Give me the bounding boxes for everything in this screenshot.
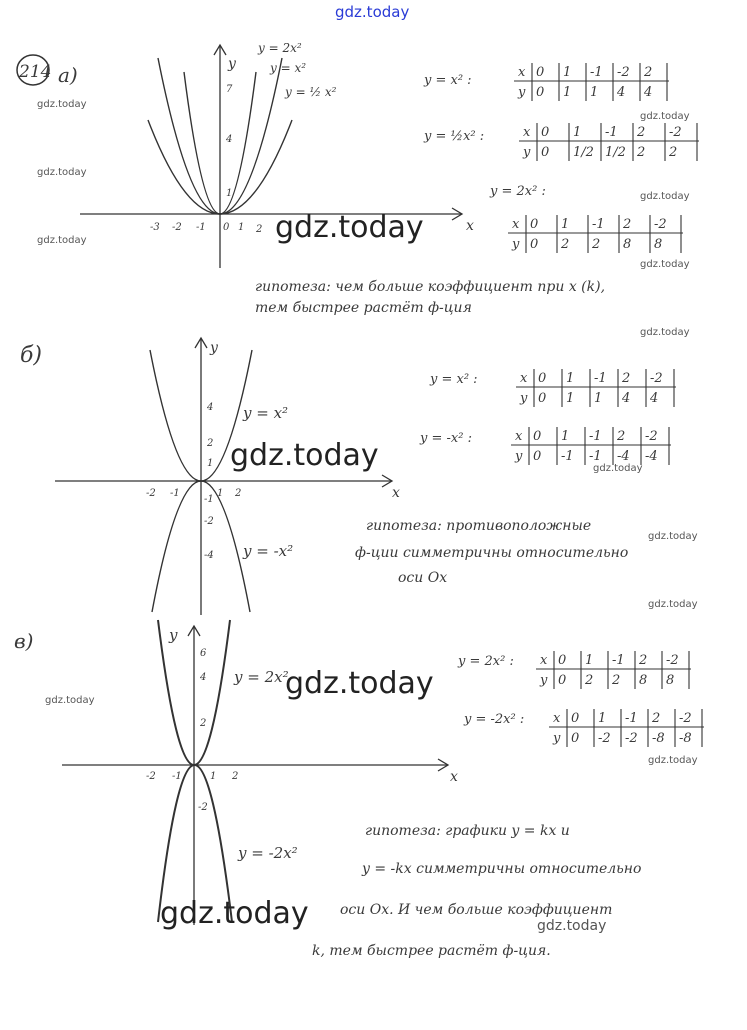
- graph-a-x-tick: -3: [150, 222, 160, 233]
- table-x-value: 1: [566, 371, 575, 386]
- table-x-value: -2: [666, 653, 679, 668]
- graph-a-x-tick: -2: [172, 222, 182, 233]
- table-y-value: -2: [625, 731, 638, 746]
- graph-b-x-tick: -2: [146, 488, 156, 499]
- table-y-value: 1/2: [573, 145, 594, 160]
- watermark-small: gdz.today: [37, 167, 87, 178]
- graph-c-y-tick: 2: [200, 718, 207, 729]
- table-x-value: -2: [654, 217, 667, 232]
- tables-b: [419, 369, 676, 465]
- table-y-value: 0: [533, 449, 542, 464]
- watermark-large: gdz.today: [230, 438, 379, 473]
- table-y-header: y: [515, 449, 523, 464]
- table-y-header: y: [512, 237, 520, 252]
- watermark-small: gdz.today: [648, 599, 698, 610]
- table-y-value: 2: [561, 237, 570, 252]
- table-y-value: 1: [566, 391, 575, 406]
- graph-a-curve-label-3: y = ½ x²: [285, 85, 337, 99]
- graph-a-y-tick: 1: [226, 188, 233, 199]
- graph-b-x-tick: 1: [217, 488, 224, 499]
- table-y-value: 2: [612, 673, 621, 688]
- table-y-value: 1/2: [605, 145, 626, 160]
- graph-a-x-tick: -1: [196, 222, 206, 233]
- graph-b-curve-label-2: y = -x²: [243, 542, 294, 560]
- graph-b-x-tick: 2: [235, 488, 242, 499]
- graph-a-x-tick: 1: [238, 222, 245, 233]
- table-y-value: 8: [666, 673, 675, 688]
- table-x-value: 0: [558, 653, 567, 668]
- table-y-value: -4: [617, 449, 630, 464]
- graph-b-y-tick: -2: [204, 516, 214, 527]
- graph-a-x-tick: 2: [256, 224, 263, 235]
- table-y-value: 0: [541, 145, 550, 160]
- watermark-small: gdz.today: [640, 111, 690, 122]
- graph-b-x-tick: -1: [170, 488, 180, 499]
- table-function-label: y = -2x² :: [464, 712, 525, 727]
- table-x-value: -2: [679, 711, 692, 726]
- graph-b-y-label: y: [210, 340, 218, 356]
- watermark-small: gdz.today: [648, 755, 698, 766]
- table-y-header: y: [520, 391, 528, 406]
- table-x-value: 1: [598, 711, 607, 726]
- graph-c-y-tick: 6: [200, 648, 207, 659]
- table-x-value: 0: [533, 429, 542, 444]
- table-x-value: -2: [669, 125, 682, 140]
- graph-b-curve-label-1: y = x²: [243, 404, 289, 422]
- tables-a: [423, 63, 699, 253]
- graph-b-y-tick: -1: [204, 494, 214, 505]
- table-x-header: x: [515, 429, 523, 444]
- table-y-value: -4: [645, 449, 658, 464]
- table-y-value: 1: [594, 391, 603, 406]
- table-y-value: -8: [652, 731, 665, 746]
- table-x-value: -1: [592, 217, 605, 232]
- graph-c-x-tick: -2: [146, 771, 156, 782]
- table-x-value: -1: [612, 653, 625, 668]
- graph-c-y-label: y: [169, 626, 178, 644]
- hypothesis-b-line: гипотеза: противоположные: [366, 518, 592, 534]
- graph-a-curve-label-1: y = 2x²: [258, 41, 302, 55]
- graph-b-y-tick: 4: [207, 402, 214, 413]
- table-y-value: 8: [639, 673, 648, 688]
- table-y-value: 1: [590, 85, 599, 100]
- table-x-value: -1: [625, 711, 638, 726]
- graph-a-y-tick: 7: [226, 84, 233, 95]
- graph-b: [55, 338, 400, 615]
- top-watermark: gdz.today: [335, 3, 410, 21]
- table-x-value: 1: [573, 125, 582, 140]
- graph-b-y-tick: 2: [207, 438, 214, 449]
- table-x-value: -1: [589, 429, 602, 444]
- problem-number: 214: [19, 62, 52, 82]
- table-x-header: x: [520, 371, 528, 386]
- graph-c-y-tick: 4: [200, 672, 207, 683]
- hypothesis-c-line: y = -kx симметричны относительно: [362, 861, 642, 877]
- table-y-value: 1: [563, 85, 572, 100]
- graph-b-y-tick: 1: [207, 458, 214, 469]
- table-x-value: 0: [530, 217, 539, 232]
- table-x-value: -2: [650, 371, 663, 386]
- table-y-value: 4: [650, 391, 659, 406]
- table-x-value: 0: [541, 125, 550, 140]
- table-function-label: y = 2x² :: [458, 654, 514, 669]
- hypothesis-c-line: оси Ox. И чем больше коэффициент: [340, 902, 613, 918]
- watermark-large: gdz.today: [160, 896, 309, 931]
- watermark-large: gdz.today: [285, 666, 434, 701]
- table-function-label: y = ½x² :: [424, 129, 485, 144]
- table-y-value: 2: [669, 145, 678, 160]
- table-x-value: 1: [563, 65, 572, 80]
- graph-c-curve-label-2: y = -2x²: [238, 844, 298, 862]
- table-x-value: 0: [571, 711, 580, 726]
- graph-b-x-label: x: [392, 485, 400, 501]
- watermark-small: gdz.today: [648, 531, 698, 542]
- table-function-label: y = x² :: [430, 372, 478, 387]
- hypothesis-b-line: ф-ции симметричны относительно: [355, 545, 629, 561]
- table-x-value: 2: [652, 711, 661, 726]
- table-y-header: y: [540, 673, 548, 688]
- table-x-value: -1: [590, 65, 603, 80]
- table-x-header: x: [523, 125, 531, 140]
- graph-c-x-label: x: [450, 769, 458, 785]
- part-b-label: б): [20, 343, 43, 368]
- table-y-value: 2: [637, 145, 646, 160]
- table-x-value: 1: [585, 653, 594, 668]
- table-y-value: 4: [617, 85, 626, 100]
- table-x-header: x: [540, 653, 548, 668]
- watermark-small: gdz.today: [640, 259, 690, 270]
- watermark-large: gdz.today: [275, 210, 424, 245]
- table-x-value: 2: [639, 653, 648, 668]
- table-x-header: x: [512, 217, 520, 232]
- table-function-label: y = -x² :: [420, 431, 472, 446]
- table-y-value: 0: [571, 731, 580, 746]
- table-y-header: y: [518, 85, 526, 100]
- table-y-value: 4: [622, 391, 631, 406]
- table-y-header: y: [553, 731, 561, 746]
- table-x-value: 0: [538, 371, 547, 386]
- tables-c: [457, 651, 704, 747]
- table-function-label: y = x² :: [424, 73, 472, 88]
- table-x-header: x: [518, 65, 526, 80]
- table-y-value: 0: [530, 237, 539, 252]
- table-y-value: -1: [589, 449, 602, 464]
- table-x-value: 0: [536, 65, 545, 80]
- graph-c-x-tick: 1: [210, 771, 217, 782]
- watermark-small: gdz.today: [537, 918, 607, 934]
- table-function-label: y = 2x² :: [490, 184, 546, 199]
- table-y-value: 4: [644, 85, 653, 100]
- table-x-value: -1: [605, 125, 618, 140]
- hypothesis-b-line: оси Ox: [398, 570, 448, 586]
- table-y-header: y: [523, 145, 531, 160]
- graph-a-x-label: x: [466, 218, 474, 234]
- graph-a-curve-label-2: y = x²: [270, 61, 307, 75]
- graph-a-y-label: y: [228, 56, 236, 72]
- table-y-value: 0: [558, 673, 567, 688]
- table-x-value: -2: [617, 65, 630, 80]
- table-x-value: 2: [622, 371, 631, 386]
- table-x-value: 2: [637, 125, 646, 140]
- table-y-value: -1: [561, 449, 574, 464]
- table-x-header: x: [553, 711, 561, 726]
- graph-c-x-tick: 2: [232, 771, 239, 782]
- watermark-small: gdz.today: [593, 463, 643, 474]
- hypothesis-a-line: гипотеза: чем больше коэффициент при x (k),: [255, 279, 606, 295]
- part-c-label: в): [14, 629, 34, 653]
- graph-c-curve-label-1: y = 2x²: [234, 668, 289, 686]
- watermark-small: gdz.today: [37, 99, 87, 110]
- graph-c-y-tick: -2: [198, 802, 208, 813]
- table-y-value: 2: [585, 673, 594, 688]
- watermark-small: gdz.today: [37, 235, 87, 246]
- table-y-value: 0: [538, 391, 547, 406]
- graph-c-x-tick: -1: [172, 771, 182, 782]
- graph-a-y-tick: 4: [226, 134, 233, 145]
- table-x-value: 1: [561, 217, 570, 232]
- table-y-value: -8: [679, 731, 692, 746]
- table-x-value: 1: [561, 429, 570, 444]
- watermark-small: gdz.today: [640, 327, 690, 338]
- table-y-value: 2: [592, 237, 601, 252]
- watermark-small: gdz.today: [640, 191, 690, 202]
- table-x-value: 2: [617, 429, 626, 444]
- table-y-value: 8: [654, 237, 663, 252]
- hypothesis-a-line: тем быстрее растёт ф-ция: [255, 300, 472, 316]
- table-x-value: -1: [594, 371, 607, 386]
- table-x-value: 2: [623, 217, 632, 232]
- graph-a-x-tick: 0: [223, 222, 230, 233]
- table-y-value: -2: [598, 731, 611, 746]
- graph-b-y-tick: -4: [204, 550, 214, 561]
- hypothesis-c-line: k, тем быстрее растёт ф-ция.: [312, 943, 551, 959]
- table-x-value: 2: [644, 65, 653, 80]
- table-x-value: -2: [645, 429, 658, 444]
- table-y-value: 0: [536, 85, 545, 100]
- hypothesis-c-line: гипотеза: графики y = kx и: [365, 823, 570, 839]
- table-y-value: 8: [623, 237, 632, 252]
- part-a-label: а): [58, 63, 78, 87]
- watermark-small: gdz.today: [45, 695, 95, 706]
